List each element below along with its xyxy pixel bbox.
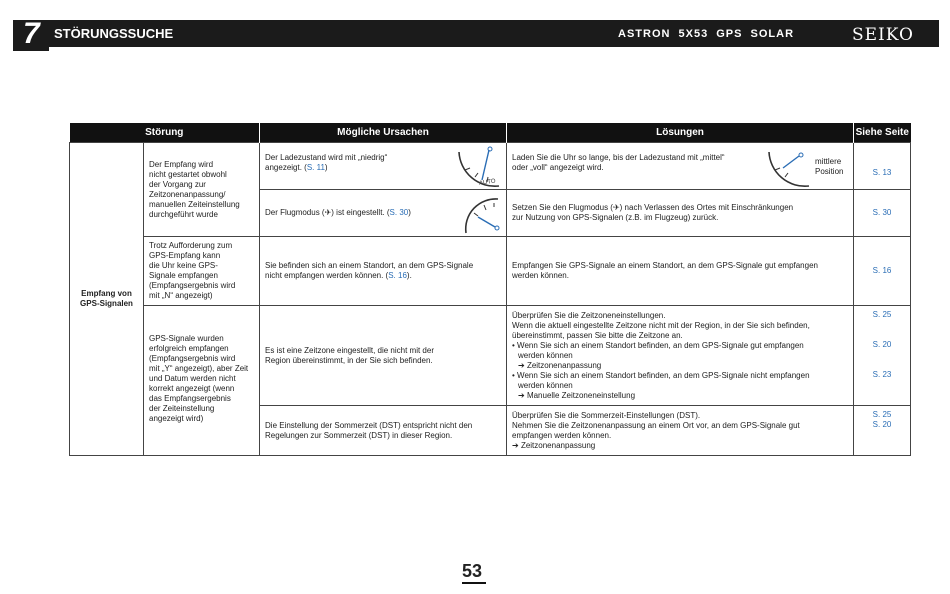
problem-line: angezeigt wird) xyxy=(149,414,204,423)
cause-text: ) xyxy=(324,163,328,172)
page-number-underline xyxy=(462,582,486,584)
troubleshooting-table xyxy=(69,123,911,456)
page-link[interactable]: S. 13 xyxy=(872,167,892,177)
problem-cell xyxy=(144,237,260,306)
cause-cell xyxy=(260,237,507,306)
page-link[interactable]: S. 30 xyxy=(872,208,892,217)
solution-text: • Wenn Sie sich an einem Standort befinden, an dem GPS-Signale gut empfangen xyxy=(512,340,804,350)
problem-line: manuellen Zeiteinstellung xyxy=(149,199,240,209)
page-ref-cell xyxy=(854,190,911,237)
header-loesungen: Lösungen xyxy=(507,123,854,143)
cause-text: ). xyxy=(406,271,412,280)
problem-line: GPS-Signale wurden xyxy=(149,334,224,343)
solution-cell xyxy=(507,190,854,237)
page-link[interactable]: S. 11 xyxy=(306,163,325,172)
solution-text: werden können. xyxy=(512,271,569,280)
cause-text: Region übereinstimmt, in der Sie sich befinden. xyxy=(265,355,433,365)
problem-line: Zeitzonenanpassung/ xyxy=(149,189,226,199)
solution-text: Nehmen Sie die Zeitzonenanpassung an einem Ort vor, an dem GPS-Signale gut xyxy=(512,420,800,430)
problem-line: mit „N“ angezeigt) xyxy=(149,291,213,300)
page-number: 53 xyxy=(462,561,483,581)
page-link[interactable]: S. 20 xyxy=(872,420,892,429)
airplane-icon: ✈ xyxy=(612,203,620,212)
chapter-number: 7 xyxy=(23,17,40,50)
page-title: STÖRUNGSSUCHE xyxy=(54,26,174,41)
table-header-row xyxy=(70,123,911,143)
solution-text: Wenn die aktuell eingestellte Zeitzone nicht mit der Region, in der Sie sich befinden, xyxy=(512,320,810,330)
cause-text: Der Flugmodus ( xyxy=(265,208,325,217)
solution-text: übereinstimmt, passen Sie bitte die Zeitzone an. xyxy=(512,330,683,340)
dial-caption: mittlere xyxy=(815,157,842,166)
solution-text: ➔ Zeitzonenanpassung xyxy=(512,440,596,450)
problem-line: GPS-Empfang kann xyxy=(149,251,221,260)
problem-line: mit „Y“ angezeigt), aber Zeit xyxy=(149,364,249,373)
dial-label: AUTO xyxy=(478,178,497,187)
problem-line: nicht gestartet obwohl xyxy=(149,169,227,179)
cause-text: nicht empfangen werden können. ( xyxy=(265,271,389,280)
cause-text: Der Ladezustand wird mit „niedrig“ xyxy=(265,153,388,162)
page-link[interactable]: S. 30 xyxy=(389,208,409,217)
header-stoerung: Störung xyxy=(70,123,260,143)
header-ursachen: Mögliche Ursachen xyxy=(260,123,507,143)
solution-text: oder „voll“ angezeigt wird. xyxy=(512,163,604,172)
solution-text: zur Nutzung von GPS-Signalen (z.B. im Flugzeug) zurück. xyxy=(512,213,719,222)
brand-logo: SEIKO xyxy=(852,25,914,45)
solution-text: ) nach Verlassen des Ortes mit Einschränkungen xyxy=(619,203,794,212)
problem-line: der Zeiteinstellung xyxy=(149,404,215,413)
problem-line: (Empfangsergebnis wird xyxy=(149,281,236,290)
solution-text: Überprüfen Sie die Sommerzeit-Einstellungen (DST). xyxy=(512,410,701,420)
solution-cell xyxy=(507,306,854,406)
solution-text: werden können xyxy=(518,380,573,390)
cause-text: Sie befinden sich an einem Standort, an dem GPS-Signale xyxy=(265,261,474,270)
page-link[interactable]: S. 20 xyxy=(872,340,892,349)
cause-text: Regelungen zur Sommerzeit (DST) in dieser Region. xyxy=(265,430,453,440)
solution-text: werden können xyxy=(518,350,573,360)
problem-line: der Vorgang zur xyxy=(149,179,206,189)
page-link[interactable]: S. 16 xyxy=(388,271,407,280)
category-cell xyxy=(70,143,144,456)
problem-line: durchgeführt wurde xyxy=(149,209,218,219)
problem-line: Signale empfangen xyxy=(149,271,218,280)
page-ref-cell xyxy=(854,237,911,306)
problem-line: korrekt angezeigt (wenn xyxy=(149,384,235,393)
problem-line: und Datum werden nicht xyxy=(149,374,236,383)
page-ref-cell xyxy=(854,306,911,406)
cause-text: ) ist eingestellt. ( xyxy=(331,208,390,217)
solution-cell xyxy=(507,237,854,306)
page-ref-cell xyxy=(854,143,911,190)
watch-dial-medium-icon xyxy=(765,146,815,188)
solution-text: Überprüfen Sie die Zeitzoneneinstellungen. xyxy=(512,310,666,320)
solution-text: ➔ Manuelle Zeitzoneneinstellung xyxy=(518,390,636,400)
category-line: Empfang von xyxy=(81,289,132,298)
cause-cell xyxy=(260,306,507,406)
problem-line: Der Empfang wird xyxy=(149,159,214,169)
model-name: ASTRON 5X53 GPS SOLAR xyxy=(618,28,795,40)
cause-text: Die Einstellung der Sommerzeit (DST) entspricht nicht den xyxy=(265,420,473,430)
problem-cell xyxy=(144,306,260,456)
problem-line: Trotz Aufforderung zum xyxy=(149,241,233,250)
cause-cell xyxy=(260,190,507,237)
solution-text: Empfangen Sie GPS-Signale an einem Standort, an dem GPS-Signale gut empfangen xyxy=(512,261,818,270)
solution-text: empfangen werden können. xyxy=(512,430,612,440)
problem-line: das Empfangsergebnis xyxy=(149,394,231,403)
dial-caption: Position xyxy=(815,167,844,176)
page-link[interactable]: S. 23 xyxy=(872,370,892,379)
watch-dial-flight-icon xyxy=(458,193,504,235)
page-link[interactable]: S. 25 xyxy=(872,310,892,319)
watch-dial-low-icon xyxy=(455,146,507,188)
cause-text: angezeigt. ( xyxy=(265,163,307,172)
cause-text: ) xyxy=(408,208,411,217)
problem-line: die Uhr keine GPS- xyxy=(149,261,218,270)
category-line: GPS-Signalen xyxy=(80,299,133,308)
page-link[interactable]: S. 16 xyxy=(872,266,892,275)
problem-line: erfolgreich empfangen xyxy=(149,344,229,353)
cause-cell xyxy=(260,143,507,190)
solution-cell xyxy=(507,143,854,190)
solution-text: ➔ Zeitzonenanpassung xyxy=(518,360,602,370)
solution-cell xyxy=(507,406,854,456)
cause-text: Es ist eine Zeitzone eingestellt, die nicht mit der xyxy=(265,345,434,355)
solution-text: Setzen Sie den Flugmodus ( xyxy=(512,203,613,212)
problem-line: (Empfangsergebnis wird xyxy=(149,354,236,363)
table-row xyxy=(70,143,911,190)
page-link[interactable]: S. 25 xyxy=(872,410,892,419)
cause-cell xyxy=(260,406,507,456)
airplane-icon: ✈ xyxy=(324,208,332,217)
header-seite: Siehe Seite xyxy=(854,123,911,143)
table-row xyxy=(70,237,911,306)
page-ref-cell xyxy=(854,406,911,456)
table-row xyxy=(70,306,911,406)
problem-cell xyxy=(144,143,260,237)
solution-text: • Wenn Sie sich an einem Standort befinden, an dem GPS-Signale nicht empfangen xyxy=(512,370,810,380)
solution-text: Laden Sie die Uhr so lange, bis der Ladezustand mit „mittel“ xyxy=(512,153,725,162)
